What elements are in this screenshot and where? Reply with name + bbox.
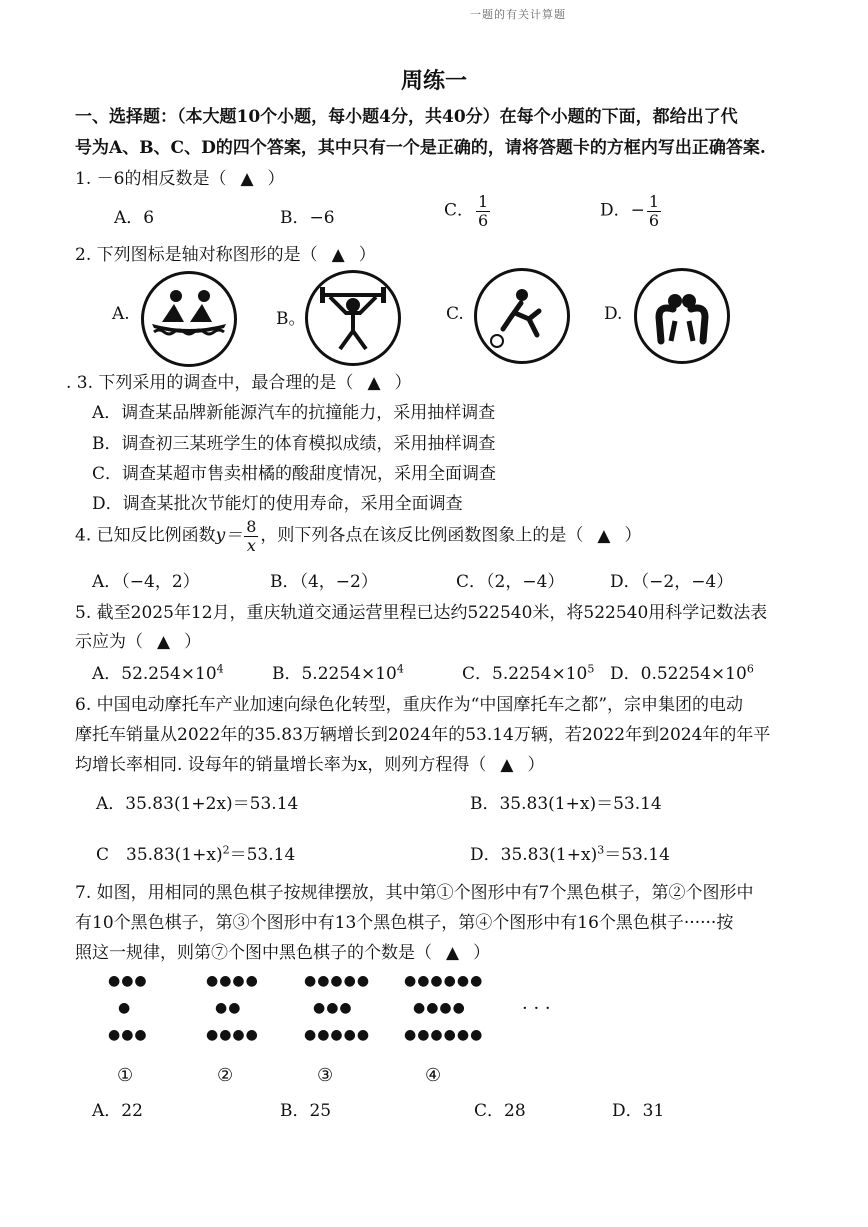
answer-triangle-icon: ▲ — [240, 169, 254, 189]
q7-line3-text: 照这一规律，则第⑦个图中黑色棋子的个数是（ — [75, 943, 432, 963]
q2-option-d-label: D. — [604, 304, 623, 324]
q4-fn-fraction — [244, 518, 258, 554]
soccer-icon — [474, 268, 570, 364]
question-7-line1: 7. 如图，用相同的黑色棋子按规律摆放，其中第①个图形中有7个黑色棋子，第②个图形中 — [75, 883, 754, 903]
q7-option-d: D．31 — [612, 1101, 665, 1121]
q5-d-exp: 6 — [746, 662, 754, 676]
q2-stem-text: 2. 下列图标是轴对称图形的是（ — [75, 245, 318, 265]
q3-option-d: D．调查某批次节能灯的使用寿命，采用全面调查 — [92, 494, 463, 514]
q1-stem-text: 1. －6的相反数是（ — [75, 169, 227, 189]
q2-option-a-label: A. — [112, 304, 130, 324]
question-7-line3 — [75, 938, 490, 963]
q6-d-text: D．35.83(1+x) — [470, 845, 598, 865]
q1-d-sign: − — [630, 200, 645, 221]
q1-c-fraction — [476, 193, 490, 229]
q5-b-exp: 4 — [396, 662, 404, 676]
figure-3-row3: ●●●●● — [304, 1027, 371, 1043]
q3-option-c: C．调查某超市售卖柑橘的酸甜度情况，采用全面调查 — [92, 464, 497, 484]
q5-a-exp: 4 — [216, 662, 224, 676]
q7-option-c: C．28 — [474, 1101, 526, 1121]
q1-close: ） — [267, 169, 285, 189]
q6-d-tail: ＝53.14 — [604, 845, 670, 865]
q1-option-b: B．−6 — [280, 208, 335, 228]
answer-triangle-icon: ▲ — [331, 245, 345, 265]
figure-2-row2: ●● — [215, 1000, 242, 1016]
q5-close: ） — [184, 632, 202, 652]
q3-stem-text: . 3. 下列采用的调查中，最合理的是（ — [66, 373, 354, 393]
answer-triangle-icon: ▲ — [597, 525, 611, 546]
q3-close: ） — [394, 373, 412, 393]
question-7-line2: 有10个黑色棋子，第③个图形中有13个黑色棋子，第④个图形中有16个黑色棋子······按 — [75, 913, 734, 933]
q2-close: ） — [358, 245, 376, 265]
q1-d-num: 1 — [648, 192, 660, 211]
figure-1-row2: ● — [118, 1000, 132, 1016]
q4-option-b: B．（4，−2） — [270, 572, 378, 592]
figure-2-row1: ●●●● — [206, 973, 259, 989]
page-title: 周练一 — [400, 69, 467, 94]
q6-option-d — [470, 840, 670, 865]
q4-option-d: D．（−2，−4） — [610, 572, 734, 592]
q3-option-a: A．调查某品牌新能源汽车的抗撞能力，采用抽样调查 — [92, 403, 496, 423]
q5-a-text: A．52.254×10 — [92, 664, 217, 684]
question-1-stem — [75, 164, 285, 189]
q7-close: ） — [473, 943, 491, 963]
q1-c-den: 6 — [478, 210, 489, 230]
wrestling-icon — [634, 268, 730, 364]
q6-close: ） — [527, 755, 545, 775]
figure-3-row1: ●●●●● — [304, 973, 371, 989]
figure-4-row3: ●●●●●● — [404, 1027, 484, 1043]
q5-b-text: B．5.2254×10 — [272, 664, 397, 684]
q4-stem-text-2: ，则下列各点在该反比例函数图象上的是（ — [260, 525, 584, 546]
figure-1-row1: ●●● — [108, 973, 148, 989]
question-4-stem — [75, 518, 642, 554]
figure-ellipsis: · · · — [522, 998, 551, 1019]
figure-4-row2: ●●●● — [413, 1000, 466, 1016]
question-5-line1: 5. 截至2025年12月，重庆轨道交通运营里程已达约522540米，将522540用科学记数法表 — [75, 603, 768, 623]
q2-option-b-label: B。 — [276, 309, 306, 329]
q6-line3-text: 均增长率相同. 设每年的销量增长率为x，则列方程得（ — [75, 755, 487, 775]
q1-option-c — [444, 193, 492, 229]
figure-4-row1: ●●●●●● — [404, 973, 484, 989]
q1-c-num: 1 — [478, 192, 489, 211]
q6-c-exp: 2 — [222, 843, 230, 857]
figure-label-3: ③ — [317, 1065, 334, 1086]
section-instructions-line2: 号为A、B、C、D的四个答案，其中只有一个是正确的，请将答题卡的方框内写出正确答案. — [75, 138, 766, 158]
q4-option-a: A．（−4，2） — [92, 572, 200, 592]
q4-option-c: C．（2，−4） — [456, 572, 565, 592]
q5-d-text: D．0.52254×10 — [610, 664, 747, 684]
question-3-stem — [66, 368, 412, 393]
figure-1-row3: ●●● — [108, 1027, 148, 1043]
answer-triangle-icon: ▲ — [367, 373, 381, 393]
q1-option-d — [600, 193, 663, 229]
q5-c-exp: 5 — [587, 662, 595, 676]
answer-triangle-icon: ▲ — [446, 943, 460, 963]
question-6-line2: 摩托车销量从2022年的35.83万辆增长到2024年的53.14万辆，若2022年到2024年的年平 — [75, 725, 771, 745]
q2-option-c-label: C. — [446, 304, 464, 324]
figure-3-row2: ●●● — [313, 1000, 353, 1016]
q4-fn-y: y＝ — [215, 525, 243, 546]
q6-option-c — [96, 840, 295, 865]
q1-d-label: D． — [600, 200, 631, 221]
q1-option-a: A．6 — [114, 208, 155, 228]
header-fragment: 一题的有关计算题 — [470, 8, 566, 21]
q1-c-label: C． — [444, 200, 475, 221]
q6-d-exp: 3 — [597, 843, 605, 857]
q6-c-tail: ＝53.14 — [229, 845, 296, 865]
q7-option-b: B．25 — [280, 1101, 332, 1121]
q6-option-a: A．35.83(1+2x)＝53.14 — [96, 794, 299, 814]
question-6-line1: 6. 中国电动摩托车产业加速向绿色化转型，重庆作为“中国摩托车之都”，宗申集团的电动 — [75, 695, 744, 715]
q6-c-text: C 35.83(1+x) — [96, 845, 223, 865]
q1-d-fraction — [647, 193, 661, 229]
figure-2-row3: ●●●● — [206, 1027, 259, 1043]
q7-option-a: A．22 — [92, 1101, 143, 1121]
answer-triangle-icon: ▲ — [157, 632, 171, 652]
weightlifting-icon — [305, 270, 401, 366]
q5-option-d — [610, 659, 754, 684]
section-instructions-line1: 一、选择题：（本大题10个小题，每小题4分，共40分）在每个小题的下面，都给出了代 — [75, 107, 738, 127]
q4-close: ） — [624, 525, 642, 546]
q5-line2-text: 示应为（ — [75, 632, 143, 652]
figure-label-1: ① — [117, 1065, 134, 1086]
question-6-line3 — [75, 750, 544, 775]
question-2-stem — [75, 240, 376, 265]
q5-option-b — [272, 659, 404, 684]
rowing-icon — [141, 271, 237, 367]
q3-option-b: B．调查初三某班学生的体育模拟成绩，采用抽样调查 — [92, 434, 496, 454]
q6-option-b: B．35.83(1+x)＝53.14 — [470, 794, 662, 814]
q5-c-text: C．5.2254×10 — [462, 664, 588, 684]
q1-d-den: 6 — [648, 210, 660, 230]
q4-stem-text: 4. 已知反比例函数 — [75, 525, 216, 546]
answer-triangle-icon: ▲ — [500, 755, 514, 775]
question-5-line2 — [75, 627, 201, 652]
q5-option-c — [462, 659, 594, 684]
q4-fn-den: x — [246, 535, 256, 555]
q4-fn-num: 8 — [246, 517, 257, 536]
q5-option-a — [92, 659, 224, 684]
figure-label-2: ② — [217, 1065, 234, 1086]
figure-label-4: ④ — [425, 1065, 442, 1086]
